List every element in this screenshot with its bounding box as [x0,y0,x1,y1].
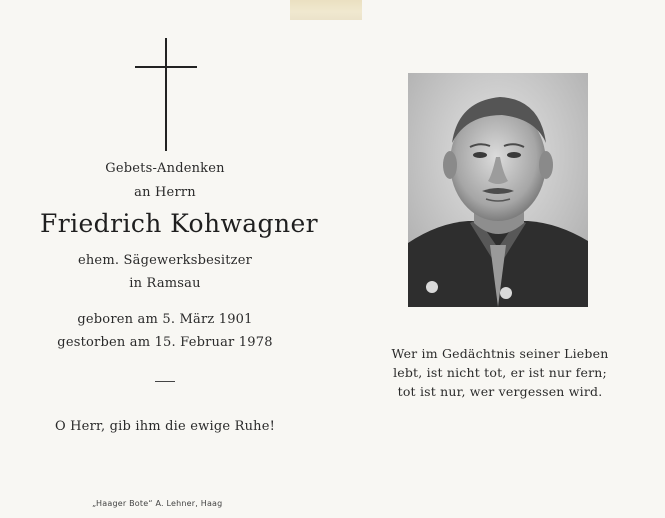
tape-strip [290,0,362,20]
death-date: gestorben am 15. Februar 1978 [57,335,273,350]
divider [155,381,175,382]
prayer: O Herr, gib ihm die ewige Ruhe! [54,419,276,434]
occupation: ehem. Sägewerksbesitzer [77,253,253,268]
portrait-photo [408,73,588,307]
verse-line-3: tot ist nur, wer vergessen wird. [397,384,603,399]
cross-icon-bar [135,66,197,68]
salutation: an Herrn [134,185,196,200]
verse-line-1: Wer im Gedächtnis seiner Lieben [391,346,609,361]
residence: in Ramsau [129,276,201,291]
cross-icon [165,38,167,151]
card-heading: Gebets-Andenken [105,161,225,176]
printer-imprint: „Haager Bote“ A. Lehner, Haag [92,499,223,508]
verse-line-2: lebt, ist nicht tot, er ist nur fern; [393,365,607,380]
birth-date: geboren am 5. März 1901 [77,312,253,327]
deceased-name: Friedrich Kohwagner [40,209,318,238]
